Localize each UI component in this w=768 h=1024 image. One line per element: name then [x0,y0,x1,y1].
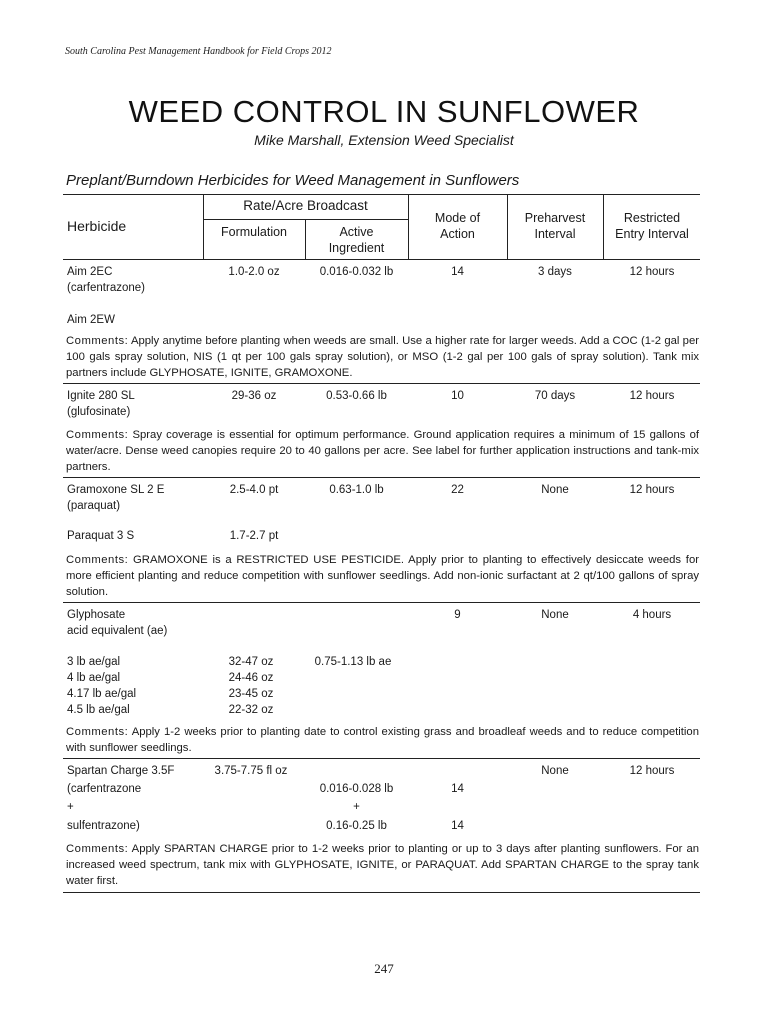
comments-text: GRAMOXONE is a RESTRICTED USE PESTICIDE. Apply prior to planting to effectively desiccate weeds for more efficient planting and reduce competition with sunflower seedlings. Add non-ionic surfactant at 2 qt/100 gallons of spray solution. [66,554,699,598]
comments-text: Apply anytime before planting when weeds are small. Use a higher rate for larger weeds. Add a COC (1-2 gal per 100 gals spray solution, NIS (1 qt per 100 gals spray solution), or MSO (1-2 gal per 100 gals of spray solution). Tank mix partners include GLYPHOSATE, IGNITE, GRAMOXONE. [66,335,700,379]
herbicide-chemical: (paraquat) [67,500,121,512]
formulation-rate: 23-45 oz [228,688,274,700]
glyphosate-concentration: 4.5 lb ae/gal [67,704,130,716]
comments-text: Spray coverage is essential for optimum performance. Ground application requires a minimum of 15 gallons of water/acre. Dense weed canopies require 20 to 40 gallons per acre. See label for further application instructions and tank-mix partners. [66,429,699,473]
plus-sign: + [353,801,360,813]
mode-of-action: 14 [451,266,464,278]
comments-block [66,427,699,475]
mode-of-action: 10 [451,390,464,402]
row-divider [63,383,700,384]
comments-label: Comments: [66,726,129,738]
formulation-rate: 32-47 oz [228,656,274,668]
restricted-entry-interval: 12 hours [629,266,675,278]
comments-label: Comments: [66,335,129,347]
formulation-rate: 1.7-2.7 pt [229,530,279,542]
restricted-entry-interval: 12 hours [629,484,675,496]
comments-label: Comments: [66,843,129,855]
header-phi-2: Interval [534,227,576,241]
author-line: Mike Marshall, Extension Weed Specialist [254,132,514,148]
restricted-entry-interval: 12 hours [629,390,675,402]
mode-of-action: 22 [451,484,464,496]
formulation-rate: 2.5-4.0 pt [229,484,279,496]
preharvest-interval: 70 days [534,390,576,402]
active-rate: 0.016-0.028 lb [319,783,394,795]
preharvest-interval: 3 days [538,266,572,278]
formulation-rate: 3.75-7.75 fl oz [214,765,288,777]
header-mode-2: Action [440,227,475,241]
preharvest-interval: None [541,765,569,777]
active-rate: 0.75-1.13 lb ae [314,656,392,668]
comments-block [66,333,699,381]
restricted-entry-interval: 4 hours [632,609,672,621]
herbicide-name: Spartan Charge 3.5F [67,765,175,777]
restricted-entry-interval: 12 hours [629,765,675,777]
table-caption: Preplant/Burndown Herbicides for Weed Management in Sunflowers [66,172,520,189]
page-number: 247 [374,961,394,976]
herbicide-name: Ignite 280 SL [67,390,135,402]
herbicide-chemical: sulfentrazone) [67,820,140,832]
table-bottom-rule [63,892,700,893]
formulation-rate: 22-32 oz [228,704,274,716]
header-mode-1: Mode of [434,211,481,225]
preharvest-interval: None [541,609,569,621]
herbicide-chemical: acid equivalent (ae) [67,625,168,637]
glyphosate-concentration: 4 lb ae/gal [67,672,121,684]
comments-label: Comments: [66,554,129,566]
row-divider [63,602,700,603]
header-rei-1: Restricted [623,211,681,225]
comments-text: Apply 1-2 weeks prior to planting date to control existing grass and broadleaf weeds and to reduce competition with sunflower seedlings. [66,726,699,754]
header-rei-2: Entry Interval [615,227,689,241]
header-bottom-rule [63,259,700,260]
herbicide-chemical: (glufosinate) [67,406,131,418]
glyphosate-concentration: 3 lb ae/gal [67,656,121,668]
mode-of-action: 14 [451,783,464,795]
active-rate: 0.53-0.66 lb [326,390,387,402]
mode-of-action: 9 [454,609,461,621]
header-active-2: Ingredient [328,241,385,255]
formulation-rate: 24-46 oz [228,672,274,684]
running-head: South Carolina Pest Management Handbook for Field Crops 2012 [65,46,332,57]
herbicide-chemical: (carfentrazone) [67,282,145,294]
row-divider [63,758,700,759]
herbicide-name: Gramoxone SL 2 E [67,484,165,496]
table-top-rule [63,194,700,195]
glyphosate-concentration: 4.17 lb ae/gal [67,688,137,700]
plus-sign: + [67,801,74,813]
comments-block [66,841,699,889]
herbicide-name: Glyphosate [67,609,126,621]
active-rate: 0.63-1.0 lb [329,484,384,496]
formulation-rate: 29-36 oz [231,390,277,402]
header-active-1: Active [339,225,374,239]
header-formulation: Formulation [221,225,287,239]
mode-of-action: 14 [451,820,464,832]
herbicide-name: Aim 2EC [67,266,113,278]
active-rate: 0.016-0.032 lb [319,266,394,278]
herbicide-chemical: (carfentrazone [67,783,142,795]
comments-label: Comments: [66,429,129,441]
active-rate: 0.16-0.25 lb [326,820,387,832]
comments-block [66,724,699,756]
preharvest-interval: None [541,484,569,496]
header-rate-group: Rate/Acre Broadcast [243,198,368,213]
herbicide-alt-name: Paraquat 3 S [67,530,135,542]
row-divider [63,477,700,478]
comments-block [66,552,699,600]
comments-text: Apply SPARTAN CHARGE prior to 1-2 weeks prior to planting or up to 3 days after planting sunflowers. For an increased weed spectrum, tank mix with GLYPHOSATE, IGNITE, or PARAQUAT. Add SPARTAN CHARGE to the spray tank water first. [66,843,700,887]
page-title: WEED CONTROL IN SUNFLOWER [128,94,640,129]
formulation-rate: 1.0-2.0 oz [228,266,280,278]
header-herbicide: Herbicide [67,218,127,234]
header-phi-1: Preharvest [524,211,586,225]
herbicide-alt-name: Aim 2EW [67,314,115,326]
